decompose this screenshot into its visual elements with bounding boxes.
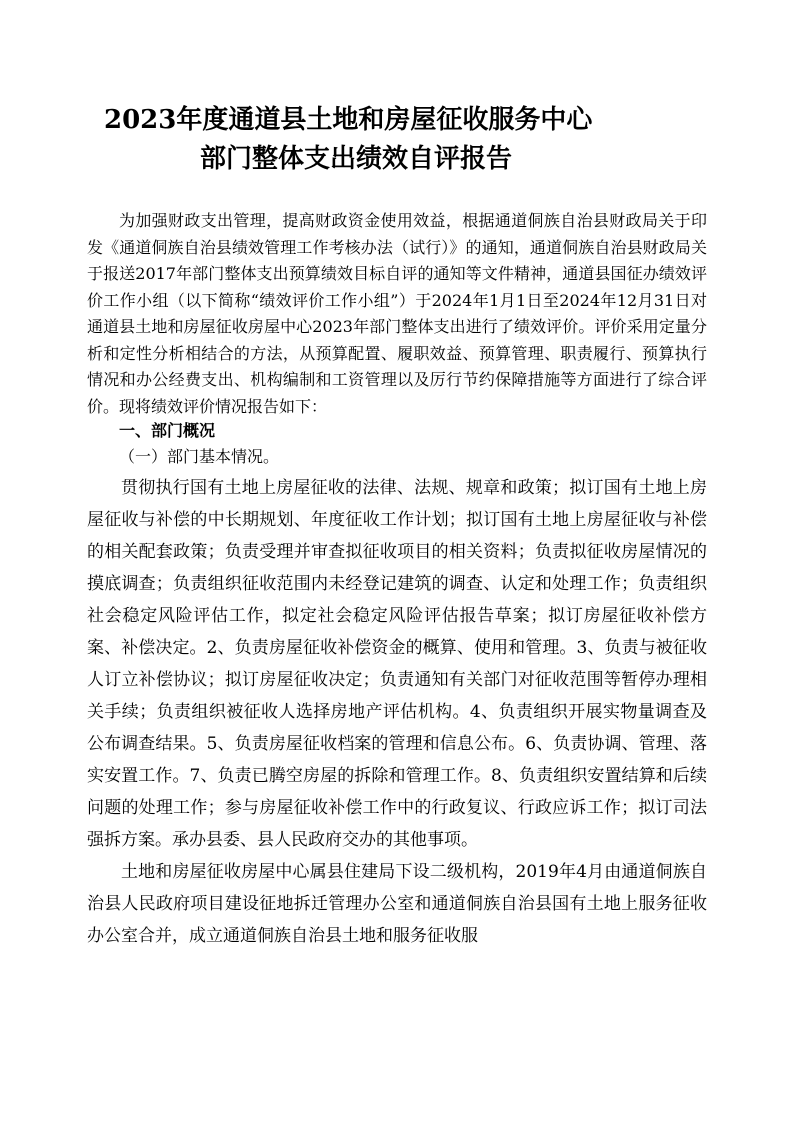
- intro-paragraph: 为加强财政支出管理，提高财政资金使用效益，根据通道侗族自治县财政局关于印发《通道侗族自治县绩效管理工作考核办法（试行）》的通知，通道侗族自治县财政局关于报送2017年部门整体支出预算绩效目标自评的通知等文件精神，通道县国征办绩效评价工作小组（以下简称“绩效评价工作小组”）于2024年1月1日至2024年12月31日对通道县土地和房屋征收房屋中心2023年部门整体支出进行了绩效评价。评价采用定量分析和定性分析相结合的方法，从预算配置、履职效益、预算管理、职责履行、预算执行情况和办公经费支出、机构编制和工资管理以及厉行节约保障措施等方面进行了综合评价。现将绩效评价情况报告如下：: [87, 211, 707, 416]
- section-heading-overview: 一、部门概况: [119, 421, 216, 440]
- history-paragraph: 土地和房屋征收房屋中心属县住建局下设二级机构，2019年4月由通道侗族自治县人民政府项目建设征地拆迁管理办公室和通道侗族自治县国有土地上服务征收办公室合并，成立通道侗族自治县土地和服务征收服: [87, 862, 707, 946]
- report-title-line2: 部门整体支出绩效自评报告: [200, 144, 513, 174]
- report-title-line1: 2023年度通道县土地和房屋征收服务中心: [104, 105, 593, 135]
- report-body: [87, 208, 707, 952]
- subsection-heading-basic-info: （一）部门基本情况。: [119, 447, 280, 466]
- duties-paragraph: 贯彻执行国有土地上房屋征收的法律、法规、规章和政策；拟订国有土地上房屋征收与补偿的中长期规划、年度征收工作计划；拟订国有土地上房屋征收与补偿的相关配套政策；负责受理并审查拟征收项目的相关资料；负责拟征收房屋情况的摸底调查；负责组织征收范围内未经登记建筑的调查、认定和处理工作；负责组织社会稳定风险评估工作，拟定社会稳定风险评估报告草案；拟订房屋征收补偿方案、补偿决定。2、负责房屋征收补偿资金的概算、使用和管理。3、负责与被征收人订立补偿协议；拟订房屋征收决定；负责通知有关部门对征收范围等暂停办理相关手续；负责组织被征收人选择房地产评估机构。4、负责组织开展实物量调查及公布调查结果。5、负责房屋征收档案的管理和信息公布。6、负责协调、管理、落实安置工作。7、负责已腾空房屋的拆除和管理工作。8、负责组织安置结算和后续问题的处理工作；参与房屋征收补偿工作中的行政复议、行政应诉工作；拟订司法强拆方案。承办县委、县人民政府交办的其他事项。: [87, 478, 707, 850]
